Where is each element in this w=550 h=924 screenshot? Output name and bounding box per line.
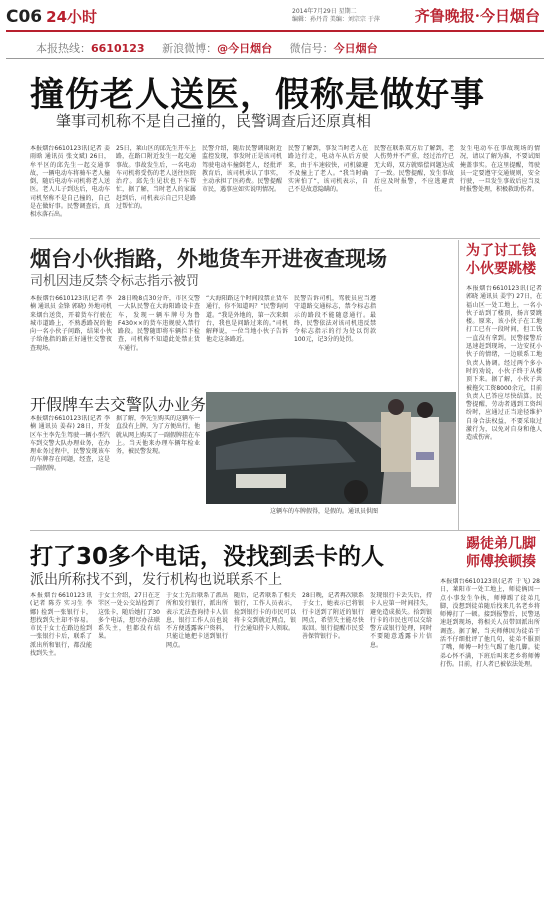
story2-column: 民警告诉司机，驾驶员应当遵守道路交通标志，禁令标志指示的路段不能随意通行。最终，民警依法对该司机违反禁令标志指示的行为处以罚款100元，记3分的处罚。 — [294, 295, 376, 344]
weibo-label: 新浪微博： — [162, 42, 218, 55]
car-photo-image — [206, 392, 456, 504]
story1-column: 本报烟台6610123讯(记者 姜雨晗 通讯员 张文斌) 26日，牟平区的邱先生一起交通事故，一辆电动车将骑车老人撞倒，随后电动车司机将老人送医。老人儿子到达后，电动车司机坚称不是自己撞的，自己是在做好事。民警调查后，真相水落石出。 — [30, 145, 110, 219]
hotline-value: 6610123 — [91, 42, 145, 55]
wechat-value: 今日烟台 — [333, 42, 378, 55]
story1-headline: 撞伤老人送医，假称是做好事 — [30, 75, 485, 115]
sidebar-divider — [458, 240, 459, 530]
story3-headline: 开假牌车去交警队办业务 — [30, 395, 207, 414]
section-divider — [30, 238, 540, 239]
story2-subtitle: 司机因违反禁令标志指示被罚 — [30, 274, 200, 289]
story1-column: 发生电动车在事故现场的情况，请以了解为准，不要试图掩盖事实。在这里提醒，驾驶员一定要遵守交通规则，安全行驶，一旦发生事故后应当及时报警处理，积极救助伤者。 — [460, 145, 540, 194]
sidebar2-title-line2: 师傅挨顿揍 — [466, 554, 536, 570]
editor-line: 编辑：孙丹青 美编：刘宗宗 于萍 — [292, 16, 380, 23]
sidebar1-title-line1: 为了讨工钱 — [466, 243, 536, 259]
wechat-label: 微信号： — [289, 42, 334, 55]
section-name: 24小时 — [46, 8, 98, 26]
sidebar1-title-line2: 小伙要跳楼 — [466, 261, 536, 277]
story4-column: 本报烟台6610123讯(记者 陈芬 实习生 李娜) 捡到一张银行卡，想找到失主却不容易。市民于女士在路边捡到一张银行卡后，联系了派出所和银行，都没能找到失主。 — [30, 592, 92, 658]
hotline-label: 本报热线： — [36, 42, 91, 55]
weibo-value: @今日烟台 — [217, 42, 273, 55]
story4-column: 随后，记者联系了相关银行，工作人员表示，捡到银行卡的市民可以将卡交到就近网点，银行会通知持卡人领取。 — [234, 592, 296, 633]
section-divider — [30, 530, 540, 531]
sidebar2-title-line1: 踢徒弟几脚 — [466, 536, 536, 552]
sidebar2-headline — [466, 535, 536, 571]
story1-column: 民警了解到，事发当时老人在路边行走，电动车从后方驶来，由于车速较快，司机躲避不及撞上了老人。“我当时确实害怕了”，该司机表示，自己不是故意隐瞒的。 — [288, 145, 368, 194]
header-divider — [6, 30, 544, 32]
sidebar2-body: 本报烟台6610123讯(记者 于飞) 28日，莱阳市一处工地上，师徒俩因一点小事发生争执，师傅踢了徒弟几脚，没想到徒弟随后找来几名老乡将师傅打了一顿。接到报警后，民警迅速赶到现场，将相关人员带回派出所调查。据了解，当天师傅因为徒弟干活不仔细批评了他几句，徒弟不服顶了嘴，师傅一时生气踢了他几脚。徒弟心怀不满，下班后叫来老乡将师傅打伤。目前，打人者已被依法处理。 — [440, 578, 540, 668]
story4-headline: 打了30多个电话，没找到丢卡的人 — [30, 544, 385, 570]
photo-caption: 这辆车的车牌假得，是假的。通讯员供图 — [270, 508, 379, 515]
story4-subtitle: 派出所称找不到，发行机构也说联系不上 — [30, 572, 282, 588]
sidebar1-headline — [466, 242, 536, 278]
page-header — [6, 6, 97, 27]
story1-column: 民警在联系双方后了解到，老人伤势并不严重，经过治疗已无大碍，双方就赔偿问题达成了一致。民警提醒，发生事故后应及时报警，不应逃避责任。 — [374, 145, 454, 194]
story4-column: 28日晚，记者再次联系于女士，她表示已将银行卡送到了附近的银行网点，希望失主能尽快取回。银行提醒市民妥善保管银行卡。 — [302, 592, 364, 641]
story2-column: 28日晚8点30分许，市区交警一大队民警在大海阳路设卡查车，发现一辆车牌号为鲁F430××的货车违规驶入禁行路段。民警随即将车辆拦下检查，司机称不知道此处禁止货车通行。 — [118, 295, 200, 352]
story4-column: 于女士先后联系了派出所和发行银行，派出所表示无法查询持卡人信息，银行工作人员也说不方便透露客户资料，只能让她把卡送到银行网点。 — [166, 592, 228, 649]
news-photo — [206, 392, 456, 504]
story4-column: 于女士介绍，27日在芝罘区一处公交站捡到了这张卡，随后她打了30多个电话，想尽办法联系失主，但都没有结果。 — [98, 592, 160, 641]
sidebar1-body: 本报烟台6610123讯(记者 郭晓 通讯员 姜宇) 27日，在福山区一处工地上，一名小伙子站到了楼顶，扬言要跳楼。原来，该小伙子在工地打工已有一段时间，但工钱一直没有拿到。民警接警后迅速赶到现场，一边安抚小伙子的情绪，一边联系工地负责人协调。经过两个多小时的劝说，小伙子终于从楼顶下来。据了解，小伙子共被拖欠工资8000余元，目前负责人已答应尽快结算。民警提醒，劳动者遇到工资纠纷时，应通过正当途径维护自身合法权益，不要采取过激行为，以免对自身和他人造成伤害。 — [466, 285, 542, 442]
newspaper-logo: 齐鲁晚报·今日烟台 — [414, 7, 540, 25]
story3-column: 本报烟台6610123讯(记者 李楠 通讯员 姜春) 28日，开发区车主李先生驾驶一辆小型汽车到交警大队办理业务，在办理业务过程中，民警发现该车的车牌存在问题，经查，这是一副假牌。 — [30, 415, 110, 472]
story2-column: “大海阳路这个时间段禁止货车通行，你不知道吗？”民警询问道。“我是外地的，第一次来烟台，我也是问路过来的。”司机解释说，一位当地小伙子告诉他走这条路近。 — [206, 295, 288, 344]
story3-column: 据了解，李先生购买的这辆车一直没有上牌，为了方便出行，他就从网上购买了一副假牌挂在车上。当天他来办理车辆年检业务，被民警发现。 — [116, 415, 200, 456]
story1-column: 民警介绍，随后民警调取附近监控发现，事发时正是该司机驾驶电动车撞倒老人，经批评教育后，该司机承认了事实，主动承担了医药费。民警提醒市民，遇事应如实说明情况。 — [202, 145, 282, 194]
story4-column: 发现银行卡丢失后，持卡人应第一时间挂失，避免造成损失。拾到银行卡的市民也可以交给警方或银行处理，同时不要随意透露卡片信息。 — [370, 592, 432, 649]
story2-column: 本报烟台6610123讯(记者 李楠 通讯员 金锋 郭晓) 外地司机来烟台送货，开着货车行驶在城市道路上，不熟悉路况的他向一名小伙子问路，结果小伙子给他指的路正好通往交警夜查现场。 — [30, 295, 112, 352]
hotline-bar — [36, 40, 378, 56]
story2-headline: 烟台小伙指路，外地货车开进夜查现场 — [30, 247, 387, 271]
hotline-divider — [6, 58, 544, 59]
story1-column: 25日，莱山区的邱先生开车上路，在路口附近发生一起交通事故。事故发生后，一名电动车司机将受伤的老人送往医院治疗。邱先生见状也下车帮忙，据了解，当时老人的家属赶到后，司机表示自己只是路过帮忙的。 — [116, 145, 196, 211]
issue-date: 2014年7月29日 星期二 — [292, 8, 357, 15]
page-code: C06 — [6, 7, 43, 27]
story1-subtitle: 肇事司机称不是自己撞的，民警调查后还原真相 — [56, 112, 372, 130]
